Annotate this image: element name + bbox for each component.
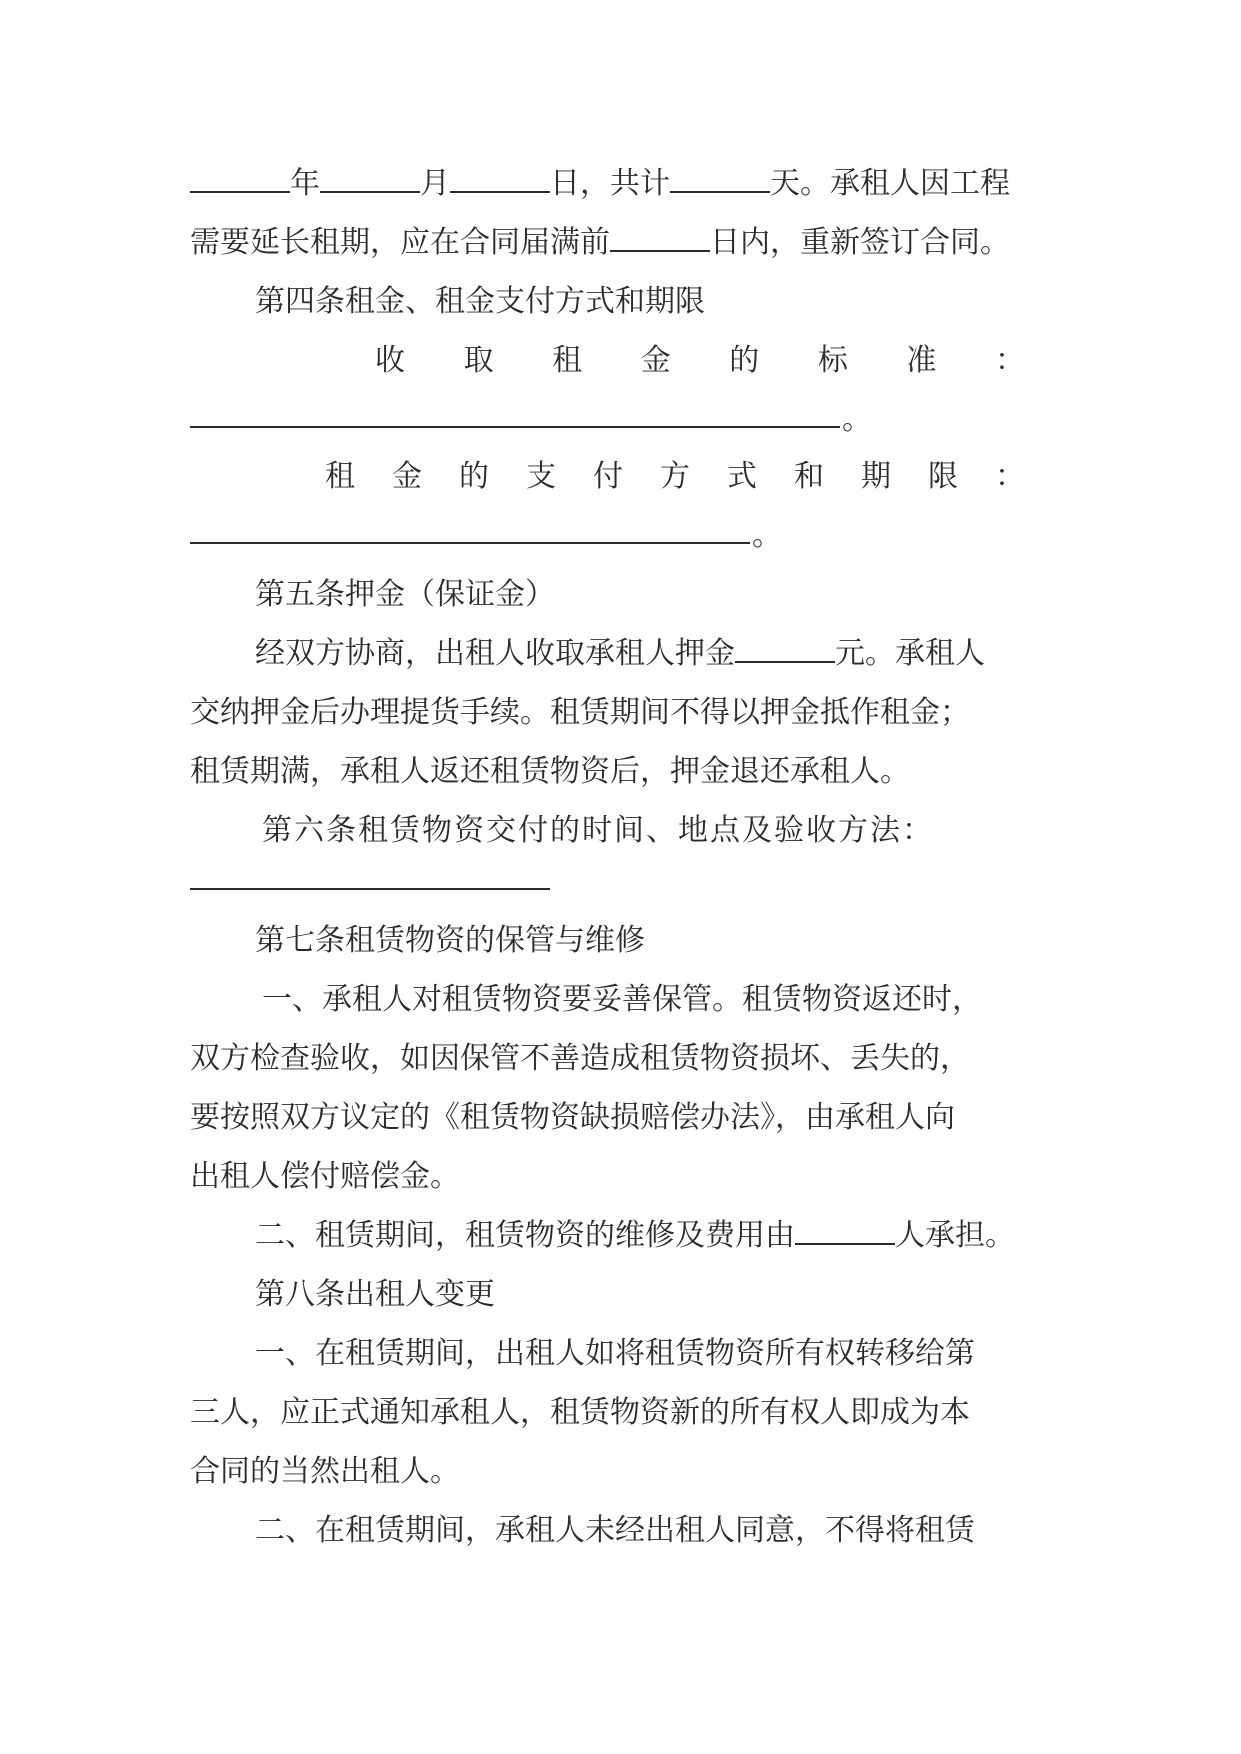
text-line: [255, 1216, 1070, 1256]
char: 租: [325, 459, 355, 494]
blank-line: [190, 426, 840, 428]
text-line: 二、在租赁期间，承租人未经出租人同意，不得将租赁: [255, 1513, 975, 1548]
article-4-heading: 第四条租金、租金支付方式和期限: [255, 284, 705, 319]
text: 需要延长租期，应在合同届满前: [190, 225, 610, 260]
text-line: 一、承租人对租赁物资要妥善保管。租赁物资返还时，: [262, 982, 982, 1017]
char: 付: [593, 459, 623, 494]
char: 期: [861, 459, 891, 494]
article-6-heading: 第六条租赁物资交付的时间、地点及验收方法：: [262, 813, 934, 848]
text-line: 租赁期满，承租人返还租赁物资后，押金退还承租人。: [190, 754, 910, 789]
text-line: 交纳押金后办理提货手续。租赁期间不得以押金抵作租金；: [190, 695, 970, 730]
blank-field: [190, 167, 290, 193]
text-line: 双方检查验收，如因保管不善造成租赁物资损坏、丢失的，: [190, 1041, 970, 1076]
char: 支: [526, 459, 556, 494]
blank-field: [795, 1219, 895, 1245]
payment-method-label: [325, 457, 1025, 497]
text-line: [190, 164, 1070, 204]
article-5-heading: 第五条押金（保证金）: [255, 577, 555, 612]
char: ：: [995, 459, 1025, 494]
char: 的: [459, 459, 489, 494]
blank-field: [735, 637, 835, 663]
blank-field: [450, 167, 550, 193]
text: 日内，重新签订合同。: [710, 225, 1010, 260]
text: 经双方协商，出租人收取承租人押金: [255, 636, 735, 671]
char: 方: [660, 459, 690, 494]
text-line: 合同的当然出租人。: [190, 1454, 460, 1489]
blank-line: [190, 542, 750, 544]
char: 准: [906, 343, 937, 378]
text: 天。承租人因工程: [770, 166, 1010, 201]
text: 。: [752, 518, 782, 553]
text: 元。承租人: [835, 636, 985, 671]
char: 收: [375, 343, 405, 378]
text-line: 出租人偿付赔偿金。: [190, 1159, 460, 1194]
text-line: [190, 223, 1070, 263]
char: 金: [392, 459, 422, 494]
char: 取: [463, 343, 494, 378]
blank-field: [320, 167, 420, 193]
blank-field: [610, 226, 710, 252]
text: 二、租赁期间，租赁物资的维修及费用由: [255, 1218, 795, 1253]
char: 式: [727, 459, 757, 494]
blank-field: [670, 167, 770, 193]
text-line: 三人，应正式通知承租人，租赁物资新的所有权人即成为本: [190, 1395, 970, 1430]
char: 金: [640, 343, 671, 378]
text: 日，共计: [550, 166, 670, 201]
text: 人承担。: [895, 1218, 1015, 1253]
blank-line: [190, 888, 550, 890]
char: 标: [817, 343, 848, 378]
text: 月: [420, 166, 450, 201]
text-line: 要按照双方议定的《租赁物资缺损赔偿办法》，由承租人向: [190, 1100, 955, 1135]
text-line: 一、在租赁期间，出租人如将租赁物资所有权转移给第: [255, 1336, 975, 1371]
text-line: [255, 634, 1070, 674]
rent-standard-label: [375, 341, 1025, 381]
char: 限: [928, 459, 958, 494]
char: 的: [729, 343, 760, 378]
article-8-heading: 第八条出租人变更: [255, 1277, 495, 1312]
article-7-heading: 第七条租赁物资的保管与维修: [255, 923, 645, 958]
text: 年: [290, 166, 320, 201]
char: 租: [552, 343, 583, 378]
char: ：: [994, 343, 1025, 378]
text: 。: [842, 402, 872, 437]
char: 和: [794, 459, 824, 494]
